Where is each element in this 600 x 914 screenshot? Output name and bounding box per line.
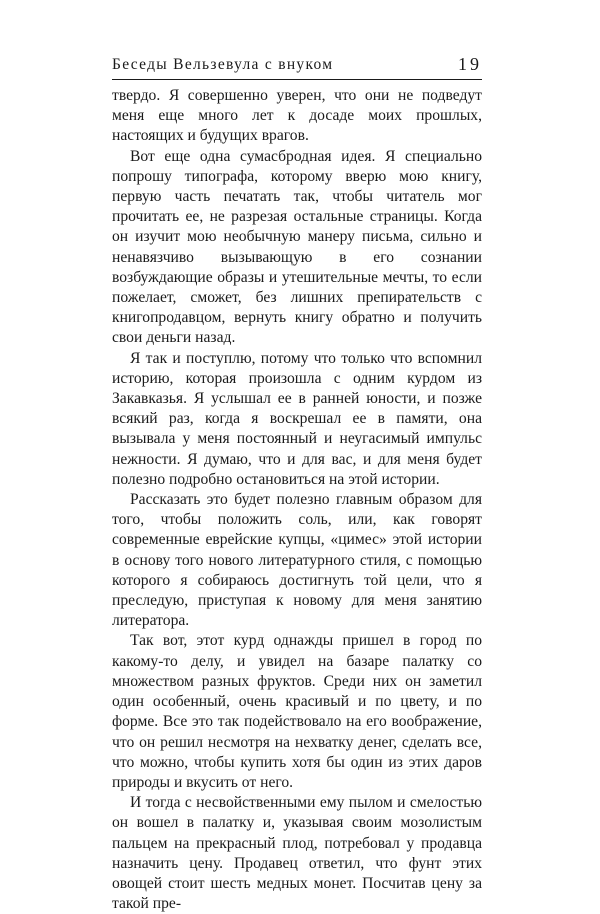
book-title: Беседы Вельзевула с внуком (112, 56, 334, 73)
running-head (112, 53, 482, 80)
body-text (112, 86, 482, 914)
paragraph: твердо. Я совершенно уверен, что они не подведут меня еще много лет к досаде моих прошлых, настоящих и будущих врагов. (112, 87, 482, 145)
paragraph: Рассказать это будет полезно главным образом для того, чтобы положить соль, или, как говорят современные еврейские купцы, «цимес» этой истории в основу того нового литературного стиля, с помощью которого я собираюсь достигнуть той цели, что я преследую, приступая к новому для меня занятию литератора. (112, 491, 482, 630)
paragraph: Вот еще одна сумасбродная идея. Я специально попрошу типографа, которому вверю мою книгу, первую часть печатать так, чтобы читатель мог прочитать ее, не разрезая остальные страницы. Когда он изучит мою необычную манеру письма, сильно и ненавязчиво вызывающую в его сознании возбуждающие образы и утешительные мечты, то если пожелает, сможет, без лишних препирательств с книгопродавцом, вернуть книгу обратно и получить свои деньги назад. (112, 147, 482, 347)
page-number: 19 (458, 54, 482, 74)
paragraph: Я так и поступлю, потому что только что вспомнил историю, которая произошла с одним курдом из Закавказья. Я услышал ее в ранней юности, и позже всякий раз, когда я воскрешал ее в памяти, она вызывала у меня постоянный и неугасимый импульс нежности. Я думаю, что и для вас, и для меня будет полезно подробно остановиться на этой истории. (112, 349, 482, 488)
paragraph: И тогда с несвойственными ему пылом и смелостью он вошел в палатку и, указывая своим мозолистым пальцем на прекрасный плод, потребовал у продавца назначить цену. Продавец ответил, что фунт этих овощей стоит шесть медных монет. Посчитав цену за такой пре- (112, 794, 482, 913)
paragraph: Так вот, этот курд однажды пришел в город по какому-то делу, и увидел на базаре палатку со множеством разных фруктов. Среди них он заметил один особенный, очень красивый и по цвету, и по форме. Все это так подействовало на его воображение, что он решил несмотря на нехватку денег, сделать все, что можно, чтобы купить хотя бы один из этих даров природы и вкусить от него. (112, 632, 482, 791)
